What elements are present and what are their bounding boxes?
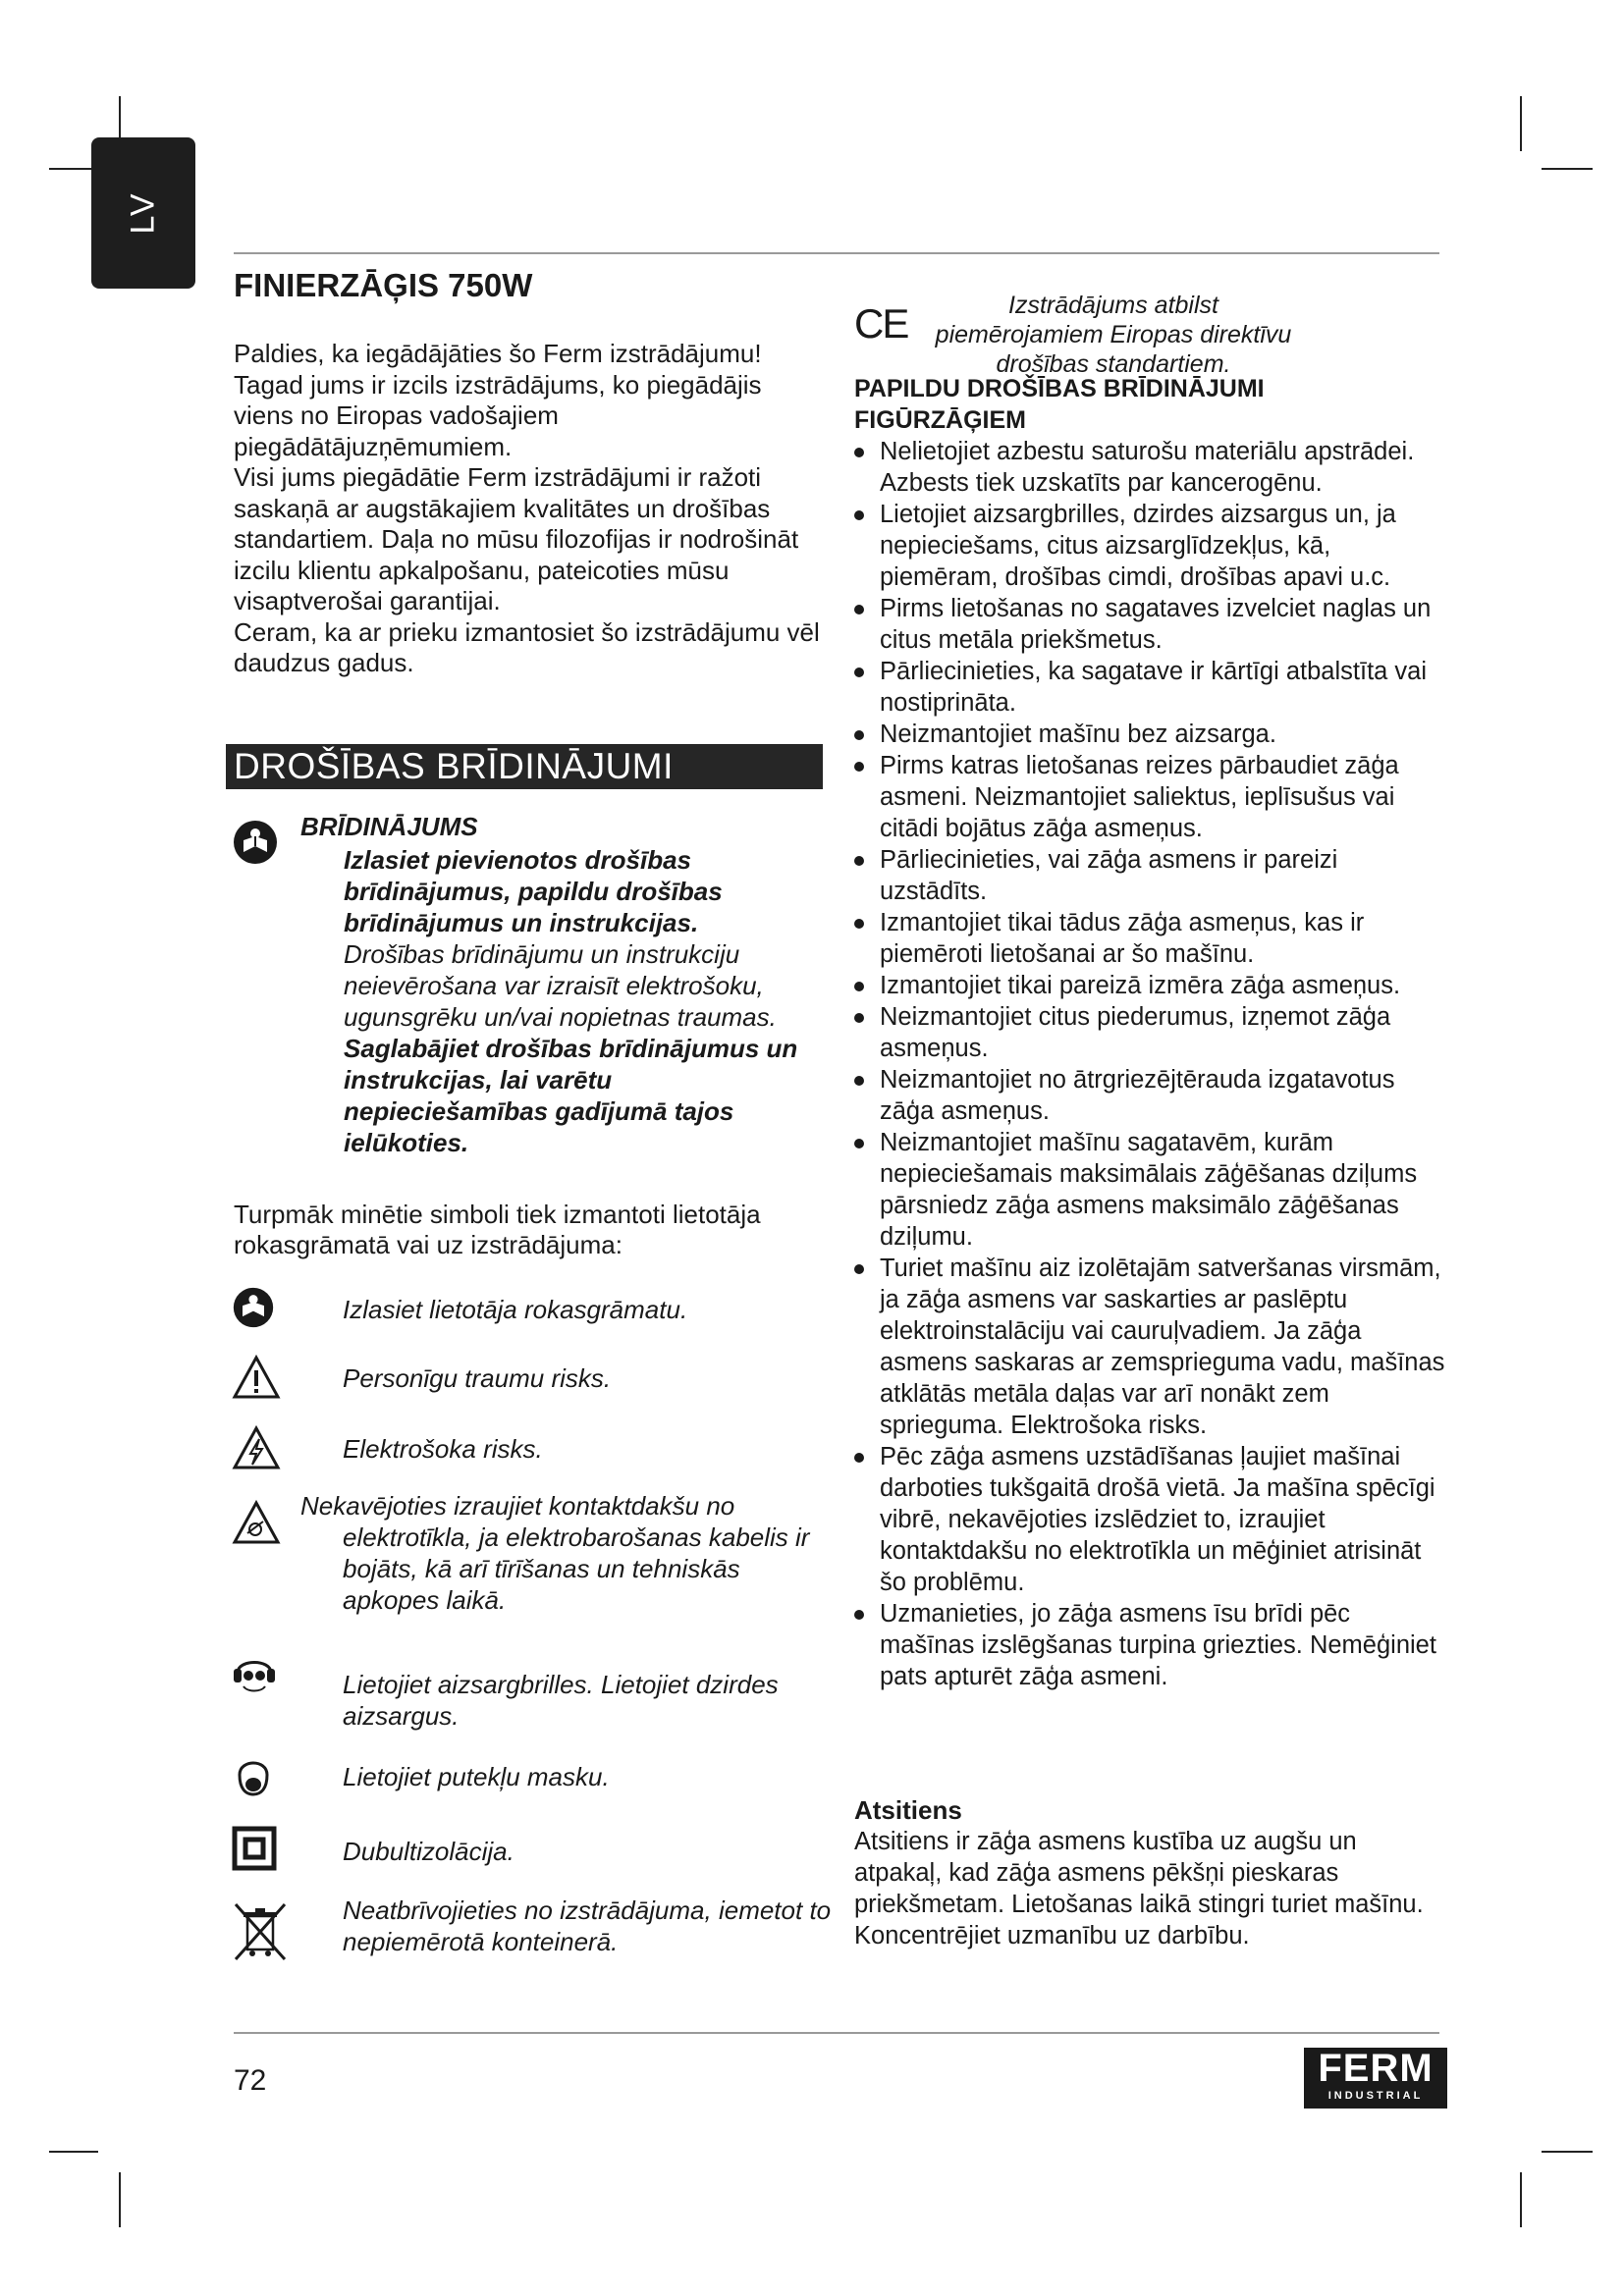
intro-paragraph: Ceram, ka ar prieku izmantosiet šo izstrādājumu vēl daudzus gadus.	[234, 616, 820, 677]
warning-triangle-icon	[232, 1355, 281, 1400]
list-item: Izmantojiet tikai pareizā izmēra zāģa asmeņus.	[850, 970, 1449, 1001]
ce-text: Izstrādājums atbilst piemērojamiem Eiropas direktīvu drošības standartiem.	[935, 292, 1292, 378]
warning-bold-text: Izlasiet pievienotos drošības brīdinājumus, papildu drošības brīdinājumus un instrukcijas.	[344, 845, 723, 937]
crop-mark	[1520, 2172, 1522, 2227]
double-insulation-icon	[232, 1826, 277, 1871]
intro-paragraph: Paldies, ka iegādājāties šo Ferm izstrādājumu!	[234, 339, 762, 368]
list-item: Pirms lietošanas no sagataves izvelciet naglas un citus metāla priekšmetus.	[850, 593, 1449, 656]
crop-mark	[119, 2172, 121, 2227]
read-manual-icon	[232, 819, 279, 866]
header-rule	[234, 252, 1439, 254]
list-item: Izmantojiet tikai tādus zāģa asmeņus, kas ir piemēroti lietošanai ar šo mašīnu.	[850, 907, 1449, 970]
symbol-text: Neatbrīvojieties no izstrādājuma, iemetot to nepiemērotā konteinerā.	[343, 1896, 832, 1956]
symbol-text: Elektrošoka risks.	[343, 1434, 543, 1464]
kickback-heading: Atsitiens	[854, 1795, 962, 1825]
crop-mark	[1520, 96, 1522, 151]
list-item: Nelietojiet azbestu saturošu materiālu apstrādei. Azbests tiek uzskatīts par kancerogēnu.	[850, 436, 1449, 499]
language-code: LV	[124, 191, 162, 235]
language-tab	[91, 137, 195, 289]
ce-block	[854, 291, 1443, 378]
symbol-row	[232, 1895, 832, 1973]
electric-shock-icon	[232, 1425, 281, 1470]
list-item: Pārliecinieties, ka sagatave ir kārtīgi atbalstīta vai nostiprināta.	[850, 656, 1449, 719]
symbol-text: Personīgu traumu risks.	[343, 1363, 612, 1393]
unplug-icon	[232, 1500, 281, 1545]
list-item: Pirms katras lietošanas reizes pārbaudiet zāģa asmeni. Neizmantojiet saliektus, ieplīsušus vai citādi bojātus zāģa asmeņus.	[850, 750, 1449, 844]
list-item: Neizmantojiet mašīnu sagatavēm, kurām nepieciešamais maksimālais zāģēšanas dziļums pārsniedz zāģa asmens maksimālo zāģēšanas dziļumu.	[850, 1127, 1449, 1253]
list-item: Neizmantojiet citus piederumus, izņemot zāģa asmeņus.	[850, 1001, 1449, 1064]
symbol-text: Izlasiet lietotāja rokasgrāmatu.	[343, 1295, 688, 1324]
symbol-text	[300, 1490, 831, 1616]
intro-paragraph: Visi jums piegādātie Ferm izstrādājumi ir ražoti saskaņā ar augstākajiem kvalitātes un drošības standartiem. Daļa no mūsu filozofijas ir nodrošināt izcilu klientu apkalpošanu, pateicoties mūsu visaptverošai garantijai.	[234, 462, 799, 615]
list-item: Turiet mašīnu aiz izolētajām satveršanas virsmām, ja zāģa asmens var saskarties ar paslēptu elektroinstalāciju vai cauruļvadiem. Ja zāģa asmens saskaras ar zemsprieguma vadu, mašīnas atklātās metāla daļas var arī nonākt zem sprieguma. Elektrošoka risks.	[850, 1253, 1449, 1441]
intro-paragraph: Tagad jums ir izcils izstrādājums, ko piegādājis viens no Eiropas vadošajiem piegādātājuzņēmumiem.	[234, 369, 762, 461]
symbol-text: Lietojiet putekļu masku.	[343, 1762, 610, 1791]
safety-warnings-banner: DROŠĪBAS BRĪDINĀJUMI	[226, 744, 823, 789]
warning-bold-text: Saglabājiet drošības brīdinājumus un instrukcijas, lai varētu nepieciešamības gadījumā tajos ielūkoties.	[344, 1034, 798, 1157]
crop-mark	[1542, 168, 1593, 170]
intro-text	[234, 339, 823, 679]
list-item: Uzmanieties, jo zāģa asmens īsu brīdi pēc mašīnas izslēgšanas turpina griezties. Nemēģiniet pats apturēt zāģa asmeni.	[850, 1598, 1449, 1692]
symbols-intro: Turpmāk minētie simboli tiek izmantoti lietotāja rokasgrāmatā vai uz izstrādājuma:	[234, 1200, 761, 1259]
page-title: FINIERZĀĢIS 750W	[234, 267, 533, 303]
ferm-logo	[1304, 2048, 1447, 2109]
logo-main: FERM	[1318, 2047, 1434, 2090]
footer-rule	[234, 2032, 1439, 2034]
symbols-list	[232, 1286, 821, 1973]
logo-sub: INDUSTRIAL	[1327, 2090, 1424, 2102]
symbol-text-content: Nekavējoties izraujiet kontaktdakšu no elektrotīkla, ja elektrobarošanas kabelis ir bojāts, kā arī tīrīšanas un tehniskās apkopes laikā.	[300, 1491, 810, 1615]
symbol-text: Lietojiet aizsargbrilles. Lietojiet dzirdes aizsargus.	[343, 1670, 779, 1731]
symbol-text: Dubultizolācija.	[343, 1837, 514, 1866]
list-item: Neizmantojiet mašīnu bez aizsarga.	[850, 719, 1449, 750]
dust-mask-icon	[232, 1753, 275, 1798]
warning-body	[344, 844, 823, 1158]
extra-safety-list	[850, 436, 1449, 1692]
kickback-text: Atsitiens ir zāģa asmens kustība uz augšu un atpakaļ, kad zāģa asmens pēkšņi pieskaras priekšmetam. Lietošanas laikā stingri turiet mašīnu. Koncentrējiet uzmanību uz darbību.	[854, 1828, 1424, 1949]
page-number: 72	[234, 2064, 267, 2097]
goggles-earmuffs-icon	[232, 1651, 277, 1694]
crop-mark	[49, 2151, 98, 2153]
extra-safety-heading: PAPILDU DROŠĪBAS BRĪDINĀJUMI FIGŪRZĀĢIEM	[854, 375, 1265, 434]
warning-normal-text: Drošības brīdinājumu un instrukciju neievērošana var izraisīt elektrošoku, ugunsgrēku un/vai nopietnas traumas.	[344, 939, 777, 1032]
warning-heading: BRĪDINĀJUMS	[300, 812, 478, 841]
list-item: Pārliecinieties, vai zāģa asmens ir pareizi uzstādīts.	[850, 844, 1449, 907]
list-item: Lietojiet aizsargbrilles, dzirdes aizsargus un, ja nepieciešams, citus aizsarglīdzekļus, kā, piemēram, drošības cimdi, drošības apavi u.c.	[850, 499, 1449, 593]
ce-mark: CE	[854, 300, 908, 347]
left-column	[234, 267, 823, 679]
list-item: Pēc zāģa asmens uzstādīšanas ļaujiet mašīnai darboties tukšgaitā drošā vietā. Ja mašīna spēcīgi vibrē, nekavējoties izslēdziet to, izraujiet kontaktdakšu no elektrotīkla un mēģiniet atrisināt šo problēmu.	[850, 1441, 1449, 1598]
crop-mark	[1542, 2151, 1593, 2153]
list-item: Neizmantojiet no ātrgriezējtērauda izgatavotus zāģa asmeņus.	[850, 1064, 1449, 1127]
crossed-bin-icon	[232, 1900, 289, 1963]
read-manual-icon	[232, 1286, 275, 1329]
